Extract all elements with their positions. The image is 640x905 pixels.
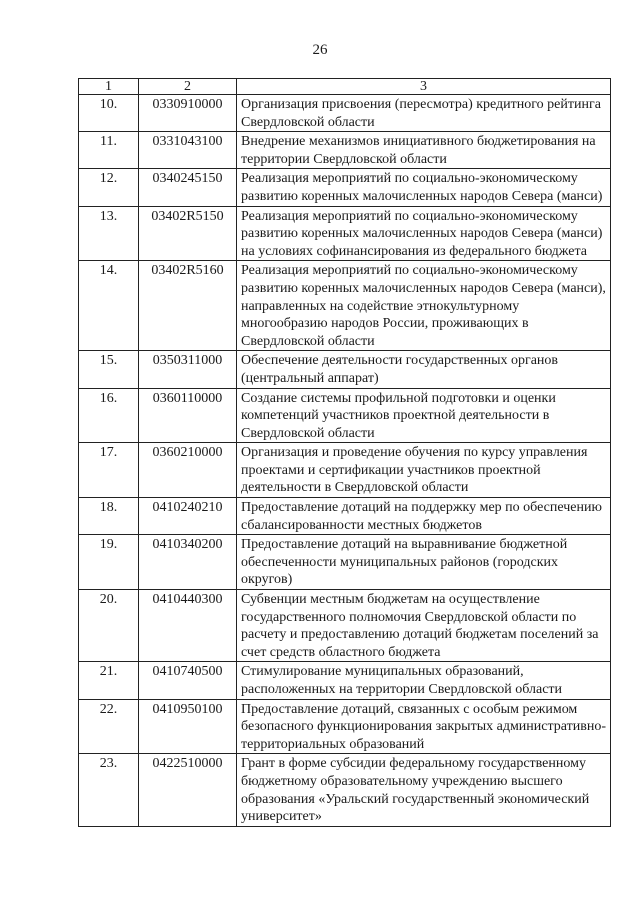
table-row (79, 699, 611, 754)
row-number: 17. (79, 443, 139, 498)
row-number: 14. (79, 261, 139, 351)
table-header-row (79, 79, 611, 95)
table-row (79, 662, 611, 699)
column-header-3: 3 (237, 79, 611, 95)
row-number: 20. (79, 590, 139, 662)
item-name: Создание системы профильной подготовки и оценки компетенций участников проектной деятельности в Свердловской области (237, 388, 611, 443)
row-number: 10. (79, 95, 139, 132)
table-row (79, 169, 611, 206)
target-article-code: 03402R5160 (139, 261, 237, 351)
row-number: 11. (79, 132, 139, 169)
item-name: Предоставление дотаций на поддержку мер по обеспечению сбалансированности местных бюджетов (237, 498, 611, 535)
row-number: 12. (79, 169, 139, 206)
item-name: Грант в форме субсидии федеральному государственному бюджетному образовательному учреждению высшего образования «Уральский государственный экономический университет» (237, 754, 611, 826)
table-row (79, 590, 611, 662)
row-number: 13. (79, 206, 139, 261)
column-header-2: 2 (139, 79, 237, 95)
target-article-code: 0350311000 (139, 351, 237, 388)
item-name: Организация и проведение обучения по курсу управления проектами и сертификации участников проектной деятельности в Свердловской области (237, 443, 611, 498)
item-name: Организация присвоения (пересмотра) кредитного рейтинга Свердловской области (237, 95, 611, 132)
item-name: Субвенции местным бюджетам на осуществление государственного полномочия Свердловской области по расчету и предоставлению дотаций бюджетам поселений за счет средств областного бюджета (237, 590, 611, 662)
table-row (79, 261, 611, 351)
table-row (79, 388, 611, 443)
item-name: Предоставление дотаций, связанных с особым режимом безопасного функционирования закрытых административно-территориальных образований (237, 699, 611, 754)
row-number: 15. (79, 351, 139, 388)
item-name: Стимулирование муниципальных образований, расположенных на территории Свердловской области (237, 662, 611, 699)
target-article-code: 0360210000 (139, 443, 237, 498)
row-number: 19. (79, 535, 139, 590)
page-number: 26 (312, 42, 328, 58)
row-number: 23. (79, 754, 139, 826)
item-name: Реализация мероприятий по социально-экономическому развитию коренных малочисленных народов Севера (манси) (237, 169, 611, 206)
table-row (79, 95, 611, 132)
target-article-code: 0331043100 (139, 132, 237, 169)
table-row (79, 535, 611, 590)
budget-items-table (78, 78, 611, 827)
target-article-code: 0340245150 (139, 169, 237, 206)
table-row (79, 754, 611, 826)
row-number: 18. (79, 498, 139, 535)
table-row (79, 443, 611, 498)
row-number: 22. (79, 699, 139, 754)
row-number: 21. (79, 662, 139, 699)
table-row (79, 206, 611, 261)
item-name: Реализация мероприятий по социально-экономическому развитию коренных малочисленных народов Севера (манси) на условиях софинансирования из федерального бюджета (237, 206, 611, 261)
target-article-code: 0360110000 (139, 388, 237, 443)
table-row (79, 498, 611, 535)
target-article-code: 0410240210 (139, 498, 237, 535)
target-article-code: 0410340200 (139, 535, 237, 590)
target-article-code: 0330910000 (139, 95, 237, 132)
table-row (79, 132, 611, 169)
row-number: 16. (79, 388, 139, 443)
item-name: Внедрение механизмов инициативного бюджетирования на территории Свердловской области (237, 132, 611, 169)
target-article-code: 03402R5150 (139, 206, 237, 261)
item-name: Предоставление дотаций на выравнивание бюджетной обеспеченности муниципальных районов (городских округов) (237, 535, 611, 590)
item-name: Реализация мероприятий по социально-экономическому развитию коренных малочисленных народов Севера (манси), направленных на содействие этнокультурному многообразию народов России, проживающих в Свердловской области (237, 261, 611, 351)
target-article-code: 0410440300 (139, 590, 237, 662)
target-article-code: 0422510000 (139, 754, 237, 826)
target-article-code: 0410950100 (139, 699, 237, 754)
table-row (79, 351, 611, 388)
column-header-1: 1 (79, 79, 139, 95)
target-article-code: 0410740500 (139, 662, 237, 699)
item-name: Обеспечение деятельности государственных органов (центральный аппарат) (237, 351, 611, 388)
